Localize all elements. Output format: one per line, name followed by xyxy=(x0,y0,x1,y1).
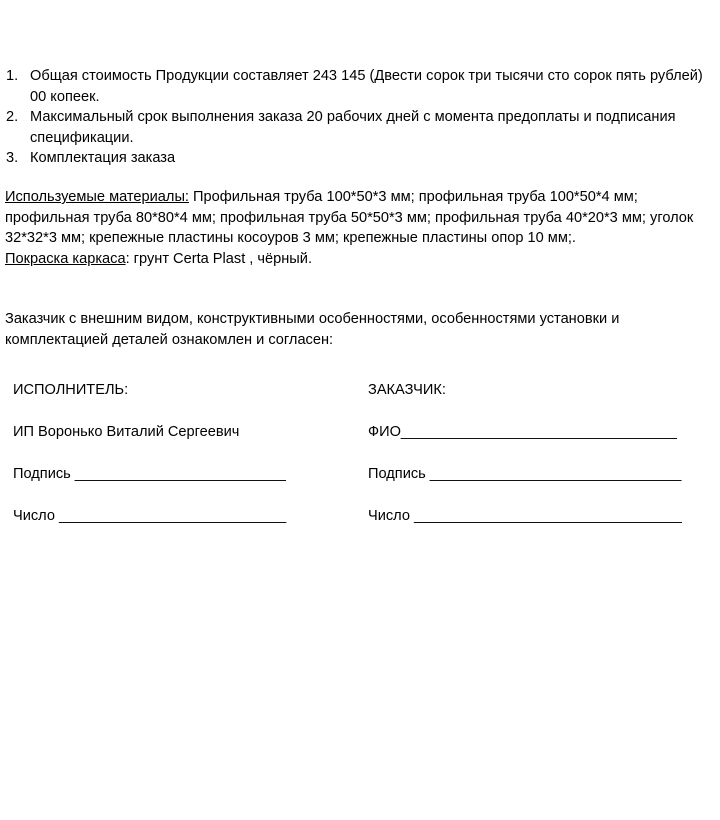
list-item-text: Общая стоимость Продукции составляет 243 145 (Двести сорок три тысячи сто сорок пять рублей) 00 копеек. xyxy=(30,68,703,105)
materials-label: Используемые материалы: xyxy=(5,189,189,205)
list-number: 2. xyxy=(6,109,19,125)
list-item xyxy=(6,66,711,107)
list-item xyxy=(6,107,711,148)
materials-text: Профильная труба 100*50*3 мм; профильная труба 100*50*4 мм; профильная труба 80*80*4 мм; профильная труба 50*50*3 мм; профильная труба 40*20*3 мм; уголок 32*32*3 мм; крепежные пластины косоуров 3 мм; крепежные пластины опор 10 мм;. xyxy=(5,189,694,246)
paint-text: : грунт Certa Plast , чёрный. xyxy=(125,250,312,267)
paint-label: Покраска каркаса xyxy=(5,250,126,267)
list-number: 3. xyxy=(6,150,19,166)
executor-name: ИП Воронько Виталий Сергеевич xyxy=(13,424,240,440)
list-number: 1. xyxy=(6,68,19,84)
executor-title: ИСПОЛНИТЕЛЬ: xyxy=(13,382,129,398)
customer-date-line: Число _________________________________ xyxy=(368,508,682,524)
materials-paragraph xyxy=(5,187,715,269)
customer-title: ЗАКАЗЧИК: xyxy=(368,382,446,398)
list-item xyxy=(6,148,711,169)
terms-list xyxy=(6,66,711,169)
list-item-text: Комплектация заказа xyxy=(30,150,176,166)
executor-signature-line: Подпись __________________________ xyxy=(13,466,286,482)
agreement-paragraph: Заказчик с внешним видом, конструктивными особенностями, особенностями установки и комплектацией деталей ознакомлен и согласен: xyxy=(5,311,620,348)
customer-signature-line: Подпись _______________________________ xyxy=(368,466,682,482)
list-item-text: Максимальный срок выполнения заказа 20 рабочих дней с момента предоплаты и подписания спецификации. xyxy=(30,109,676,146)
customer-fio-line: ФИО__________________________________ xyxy=(368,424,677,440)
executor-date-line: Число ____________________________ xyxy=(13,508,287,524)
